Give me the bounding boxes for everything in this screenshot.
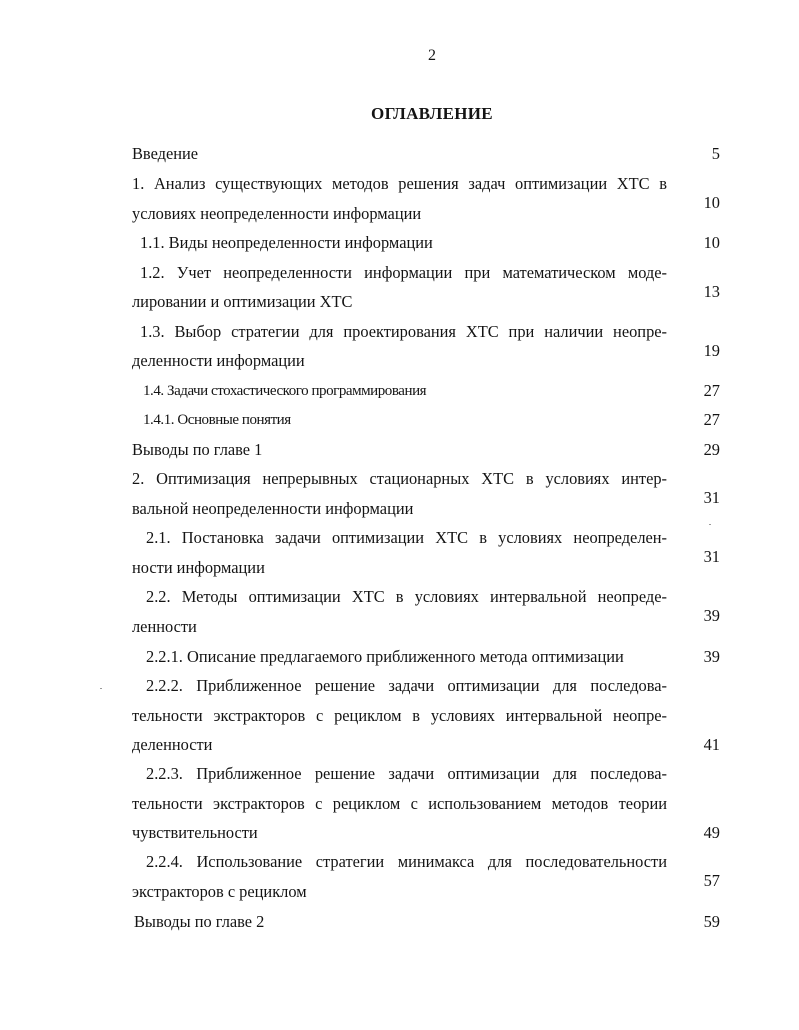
toc-entry-2-2-1: 2.2.1. Описание предлагаемого приближенного метода оптимизации (146, 647, 624, 666)
toc-entry-conclusions-1: Выводы по главе 1 (132, 440, 263, 459)
toc-entry-2-2-4-line2: экстракторов с рециклом (132, 882, 307, 901)
toc-entry-2-2-line1: 2.2. Методы оптимизации ХТС в условиях интервальной неопреде- (146, 587, 667, 606)
toc-entry-1-4: 1.4. Задачи стохастического программирования (143, 383, 427, 399)
toc-entry-2-2-3-line3: чувствительности (132, 823, 258, 842)
toc-page-2-2-1: 39 (703, 647, 720, 666)
toc-entry-ch1-line1: 1. Анализ существующих методов решения задач оптимизации ХТС в (132, 174, 667, 193)
toc-entry-2-2-3-line2: тельности экстракторов с рециклом с использованием методов теории (132, 794, 667, 813)
toc-entry-2-1-line2: ности информации (132, 558, 265, 577)
toc-entry-intro: Введение (132, 144, 199, 163)
toc-entry-conclusions-2: Выводы по главе 2 (134, 912, 265, 931)
toc-entry-ch1-line2: условиях неопределенности информации (132, 204, 422, 223)
toc-page-1-4: 27 (703, 381, 720, 400)
toc-entry-1-3-line1: 1.3. Выбор стратегии для проектирования ХТС при наличии неопре- (140, 322, 667, 341)
toc-entry-1-3-line2: деленности информации (132, 351, 305, 370)
toc-page-1-4-1: 27 (703, 410, 720, 429)
toc-entry-ch2-line2: вальной неопределенности информации (132, 499, 414, 518)
toc-entry-ch2-line1: 2. Оптимизация непрерывных стационарных ХТС в условиях интер- (132, 469, 667, 488)
toc-entry-1-1: 1.1. Виды неопределенности информации (140, 233, 433, 252)
toc-entry-1-2-line1: 1.2. Учет неопределенности информации при математическом моде- (140, 263, 667, 282)
toc-title: ОГЛАВЛЕНИЕ (371, 104, 493, 123)
toc-entry-2-2-2-line2: тельности экстракторов с рециклом в условиях интервальной неопре- (132, 706, 667, 725)
toc-entry-1-4-1: 1.4.1. Основные понятия (143, 412, 291, 428)
scan-speck (709, 524, 711, 525)
toc-page-ch1: 10 (703, 193, 720, 212)
toc-page-conclusions-1: 29 (703, 440, 720, 459)
toc-page-1-2: 13 (703, 282, 720, 301)
toc-page-2-2: 39 (703, 606, 720, 625)
toc-entry-2-1-line1: 2.1. Постановка задачи оптимизации ХТС в условиях неопределен- (146, 528, 667, 547)
toc-page-intro: 5 (711, 144, 720, 163)
scan-speck (100, 688, 102, 689)
toc-entry-2-2-4-line1: 2.2.4. Использование стратегии минимакса для последовательности (146, 852, 667, 871)
toc-entry-1-2-line2: лировании и оптимизации ХТС (132, 292, 353, 311)
toc-entry-2-2-2-line3: деленности (132, 735, 213, 754)
toc-entry-2-2-line2: ленности (132, 617, 197, 636)
toc-entry-2-2-3-line1: 2.2.3. Приближенное решение задачи оптимизации для последова- (146, 764, 667, 783)
toc-page-1-3: 19 (703, 341, 720, 360)
toc-page-1-1: 10 (703, 233, 720, 252)
toc-entry-2-2-2-line1: 2.2.2. Приближенное решение задачи оптимизации для последова- (146, 676, 667, 695)
toc-page-2-2-3: 49 (703, 823, 720, 842)
toc-page-ch2: 31 (703, 488, 720, 507)
toc-page-conclusions-2: 59 (703, 912, 720, 931)
page-number: 2 (428, 47, 436, 64)
toc-page-2-2-2: 41 (703, 735, 720, 754)
toc-page-2-2-4: 57 (703, 871, 720, 890)
toc-page-2-1: 31 (703, 547, 720, 566)
